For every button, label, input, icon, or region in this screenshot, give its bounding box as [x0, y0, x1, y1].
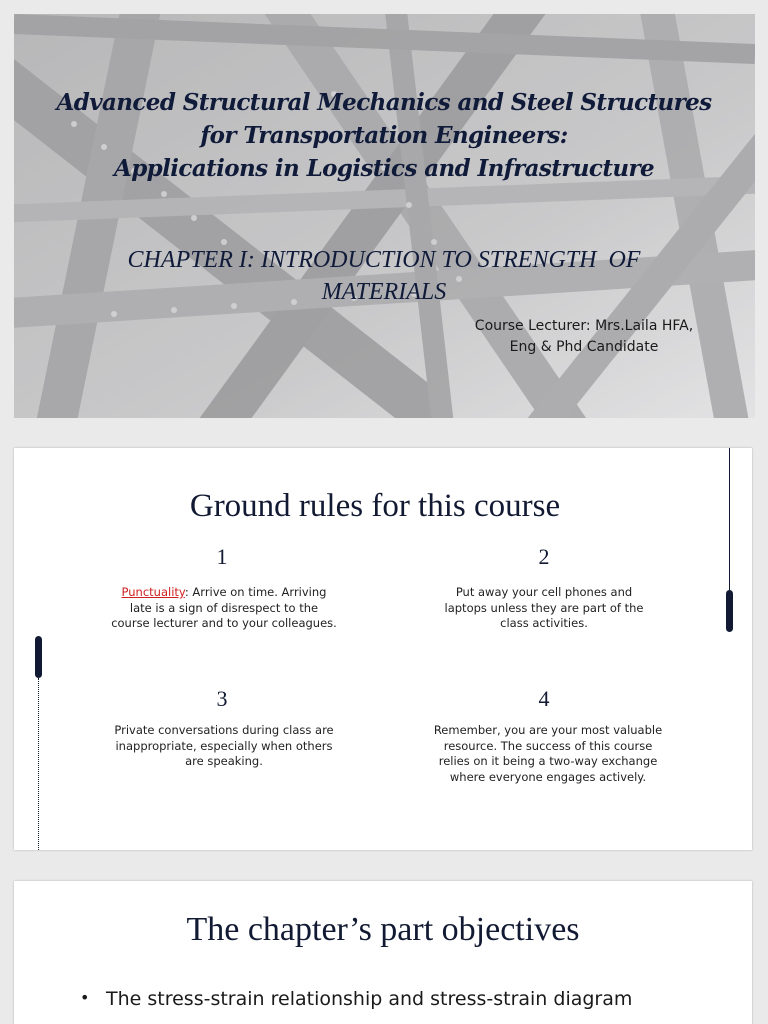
rule-text: Remember, you are your most valuable resource. The success of this course relies on it being a two-way exchange where everyone engages actively.	[433, 723, 663, 784]
list-item	[80, 988, 740, 1010]
rule-number: 4	[538, 686, 550, 711]
rule-number: 1	[216, 544, 228, 569]
slide-title: The chapter’s part objectives	[186, 911, 580, 948]
lecturer-info	[454, 316, 714, 358]
course-title	[34, 86, 734, 185]
chapter-heading	[54, 244, 714, 308]
lecturer-line: Course Lecturer: Mrs.Laila HFA,	[474, 318, 694, 334]
chapter-heading-line: MATERIALS	[321, 279, 447, 305]
chapter-heading-line: CHAPTER I: INTRODUCTION TO STRENGTH OF	[127, 247, 641, 273]
slide-title: Ground rules for this course	[189, 488, 561, 524]
decorative-bar	[35, 636, 42, 678]
rule-body: : Arrive on time. Arriving late is a sign of disrespect to the course lecturer and to your colleagues.	[111, 585, 337, 630]
course-title-line: Applications in Logistics and Infrastructure	[113, 155, 655, 182]
rule-text: Private conversations during class are inappropriate, especially when others are speaking.	[114, 723, 334, 768]
decorative-bar	[726, 590, 733, 632]
rule-text: Put away your cell phones and laptops unless they are part of the class activities.	[444, 585, 644, 630]
course-title-line: for Transportation Engineers:	[200, 122, 568, 149]
list-item-text: The stress-strain relationship and stress-strain diagram	[106, 988, 633, 1010]
rule-highlight: Punctuality	[121, 585, 185, 599]
bullet-icon: •	[80, 988, 90, 1007]
decorative-dotted-line	[38, 678, 39, 850]
course-title-line: Advanced Structural Mechanics and Steel Structures	[56, 89, 712, 116]
rule-number: 2	[538, 544, 550, 569]
title-slide	[14, 14, 755, 418]
lecturer-line: Eng & Phd Candidate	[509, 339, 659, 355]
objectives-slide	[14, 881, 752, 1024]
ground-rules-slide	[14, 448, 752, 850]
rule-text	[109, 585, 339, 632]
rule-number: 3	[216, 686, 228, 711]
